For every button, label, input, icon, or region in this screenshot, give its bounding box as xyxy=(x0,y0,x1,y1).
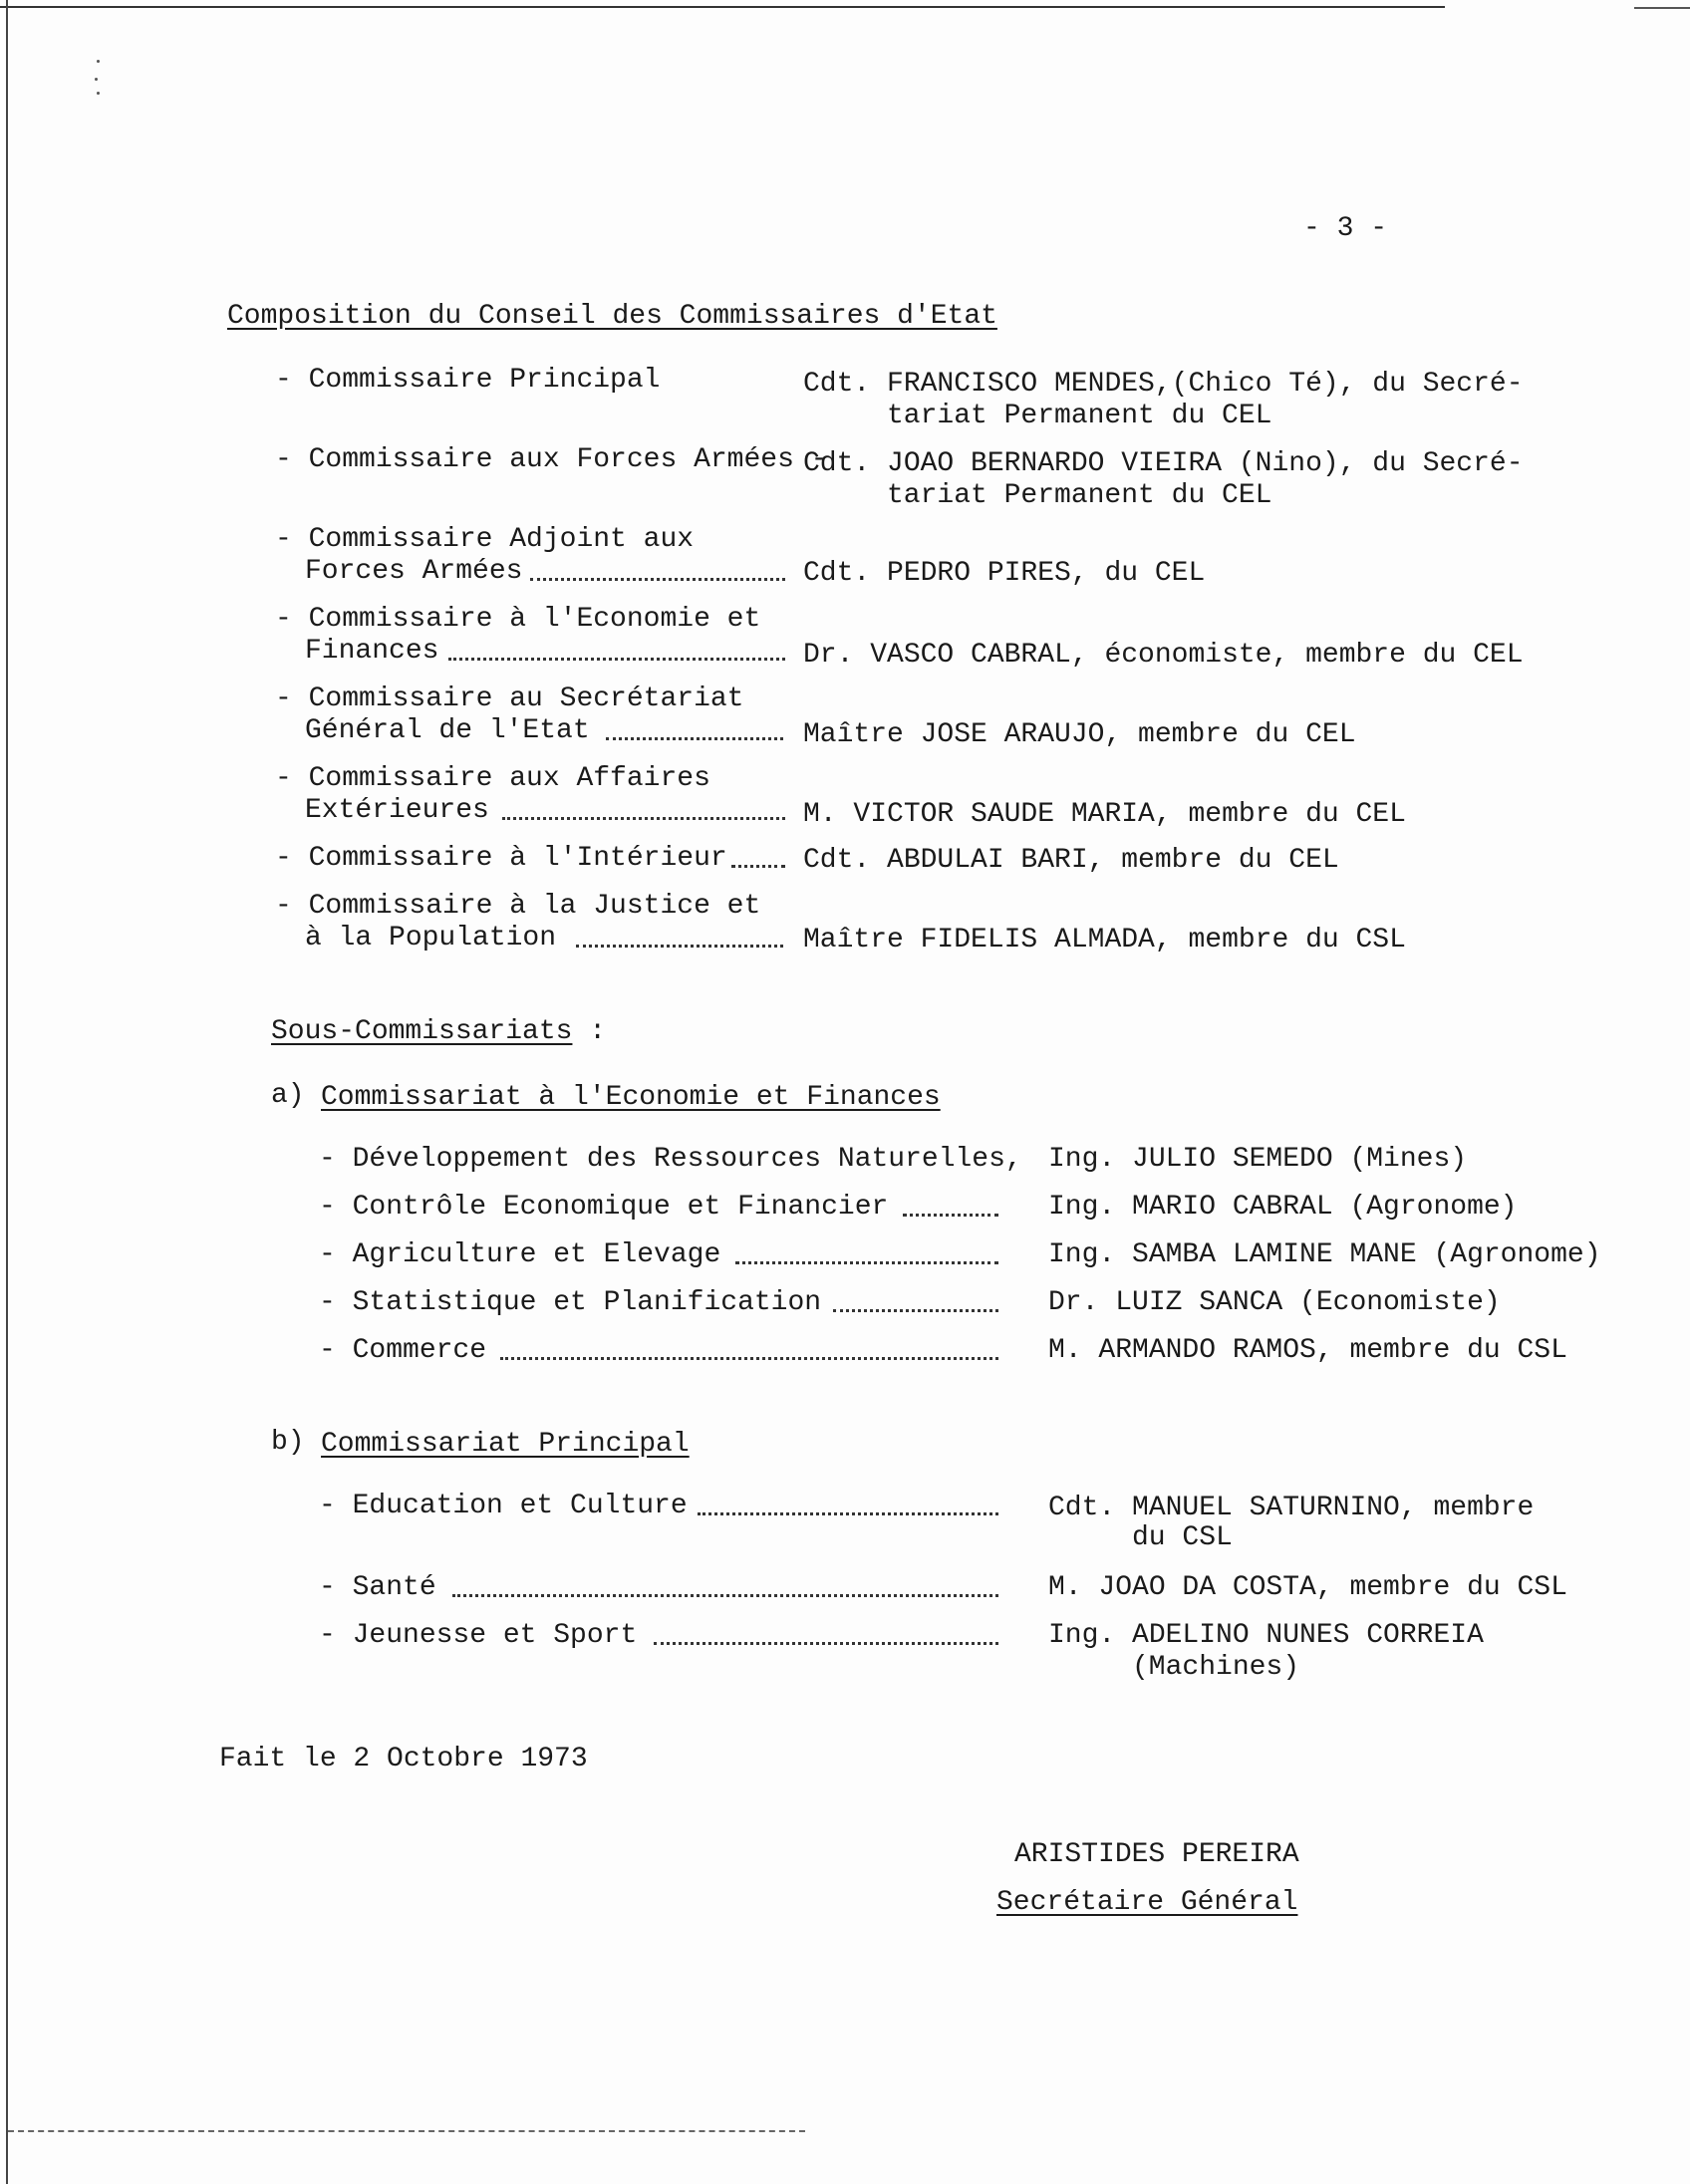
section-b-title: Commissariat Principal xyxy=(321,1429,690,1460)
leader-dots xyxy=(833,1291,998,1312)
section-b-row-value: M. JOAO DA COSTA, membre du CSL xyxy=(1048,1572,1567,1603)
conseil-row-label-cont: Extérieures xyxy=(305,795,489,826)
scan-edge-left xyxy=(6,0,8,2184)
conseil-row-value: Cdt. PEDRO PIRES, du CEL xyxy=(803,558,1206,589)
conseil-row-label-cont: à la Population xyxy=(305,923,557,954)
leader-dots xyxy=(448,640,785,661)
conseil-row-value: Cdt. ABDULAI BARI, membre du CEL xyxy=(803,845,1339,876)
leader-dots xyxy=(452,1576,998,1597)
conseil-row-value: Maître FIDELIS ALMADA, membre du CSL xyxy=(803,925,1406,956)
leader-dots xyxy=(654,1624,998,1645)
section-a-row-label: - Statistique et Planification xyxy=(319,1287,822,1318)
scan-speck xyxy=(95,78,98,81)
leader-dots xyxy=(698,1495,998,1515)
conseil-heading: Composition du Conseil des Commissaires d'Etat xyxy=(227,301,997,332)
conseil-row-label: - Commissaire aux Forces Armées - xyxy=(275,444,828,475)
scan-speck xyxy=(97,92,100,95)
scan-speck xyxy=(97,60,100,63)
section-a-row-label: - Développement des Ressources Naturelles, xyxy=(319,1144,1022,1175)
conseil-row-value: Dr. VASCO CABRAL, économiste, membre du CEL xyxy=(803,640,1524,671)
conseil-row-label: - Commissaire à l'Intérieur xyxy=(275,843,727,874)
leader-dots xyxy=(606,719,783,740)
signature-name: ARISTIDES PEREIRA xyxy=(1014,1839,1299,1870)
conseil-row-label-cont: Général de l'Etat xyxy=(305,715,590,746)
conseil-row-label: - Commissaire à l'Economie et xyxy=(275,604,761,635)
section-b-row-value-cont: du CSL xyxy=(1132,1522,1233,1553)
section-b-row-value: Ing. ADELINO NUNES CORREIA xyxy=(1048,1620,1484,1651)
section-a-letter: a) xyxy=(271,1080,305,1111)
conseil-row-value: Maître JOSE ARAUJO, membre du CEL xyxy=(803,719,1356,750)
conseil-row-value-cont: tariat Permanent du CEL xyxy=(887,401,1272,431)
leader-dots xyxy=(735,1243,998,1264)
section-b-row-label: - Education et Culture xyxy=(319,1491,688,1521)
conseil-row-label-cont: Forces Armées xyxy=(305,556,523,587)
sous-heading: Sous-Commissariats xyxy=(271,1016,573,1047)
leader-dots xyxy=(530,560,785,581)
section-a-row-label: - Contrôle Economique et Financier xyxy=(319,1192,889,1223)
scan-edge-top xyxy=(0,6,1445,8)
conseil-row-value-cont: tariat Permanent du CEL xyxy=(887,480,1272,511)
scan-edge-bottom xyxy=(8,2130,805,2133)
conseil-row-label: - Commissaire Principal xyxy=(275,365,661,396)
signature-title: Secrétaire Général xyxy=(996,1887,1298,1918)
section-a-row-value: Ing. JULIO SEMEDO (Mines) xyxy=(1048,1144,1468,1175)
sous-heading-colon: : xyxy=(589,1016,607,1047)
date-line: Fait le 2 Octobre 1973 xyxy=(219,1744,588,1774)
section-b-row-value-cont: (Machines) xyxy=(1132,1652,1300,1683)
section-b-letter: b) xyxy=(271,1427,305,1458)
leader-dots xyxy=(903,1196,998,1217)
section-a-row-value: Ing. MARIO CABRAL (Agronome) xyxy=(1048,1192,1518,1223)
leader-dots xyxy=(576,927,783,948)
conseil-row-value: Cdt. FRANCISCO MENDES,(Chico Té), du Secré- xyxy=(803,369,1524,400)
section-a-row-value: Dr. LUIZ SANCA (Economiste) xyxy=(1048,1287,1501,1318)
section-a-row-label: - Commerce xyxy=(319,1335,487,1366)
conseil-row-label: - Commissaire au Secrétariat xyxy=(275,683,744,714)
section-b-row-label: - Santé xyxy=(319,1572,436,1603)
section-a-title: Commissariat à l'Economie et Finances xyxy=(321,1082,941,1113)
conseil-row-value: Cdt. JOAO BERNARDO VIEIRA (Nino), du Secré- xyxy=(803,448,1524,479)
section-a-row-value: M. ARMANDO RAMOS, membre du CSL xyxy=(1048,1335,1567,1366)
leader-dots xyxy=(500,1339,998,1360)
conseil-row-label-cont: Finances xyxy=(305,636,439,667)
conseil-row-value: M. VICTOR SAUDE MARIA, membre du CEL xyxy=(803,799,1406,830)
conseil-row-label: - Commissaire aux Affaires xyxy=(275,763,710,794)
section-a-row-label: - Agriculture et Elevage xyxy=(319,1239,721,1270)
section-a-row-value: Ing. SAMBA LAMINE MANE (Agronome) xyxy=(1048,1239,1601,1270)
scan-edge-top-right xyxy=(1634,7,1690,9)
conseil-row-label: - Commissaire Adjoint aux xyxy=(275,524,695,555)
sous-heading-wrap xyxy=(271,1016,606,1048)
section-b-row-value: Cdt. MANUEL SATURNINO, membre xyxy=(1048,1493,1535,1523)
conseil-row-label: - Commissaire à la Justice et xyxy=(275,891,761,922)
page-number: - 3 - xyxy=(1303,213,1388,244)
section-b-row-label: - Jeunesse et Sport xyxy=(319,1620,638,1651)
leader-dots xyxy=(731,847,785,868)
leader-dots xyxy=(502,799,785,820)
